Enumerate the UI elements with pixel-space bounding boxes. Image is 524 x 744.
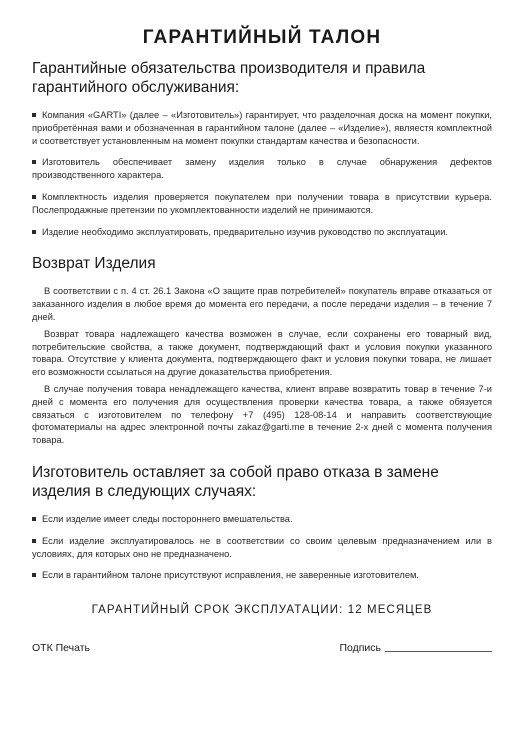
- section-heading-refusal: Изготовитель оставляет за собой право отказа в замене изделия в следующих случаях:: [32, 463, 439, 500]
- section-heading-obligations: Гарантийные обязательства производителя и правила гарантийного обслуживания:: [32, 60, 426, 96]
- list-item: Компания «GARTI» (далее – «Изготовитель») гарантирует, что разделочная доска на момент покупки, приобретённая вами и обозначенная в гарантийном талоне (далее – «Изделие»), являестя комплектной и соответствует установленным на момент покупки стандартам качества и безопасности.: [32, 110, 492, 146]
- page-title: ГАРАНТИЙНЫЙ ТАЛОН: [142, 27, 382, 48]
- list-item: Если в гарантийном талоне присутствуют исправления, не заверенные изготовителем.: [32, 569, 492, 582]
- signature-field: [339, 642, 492, 654]
- signature-line: [385, 650, 492, 652]
- stamp-label: ОТК Печать: [32, 642, 91, 655]
- list-item: Изделие необходимо эксплуатировать, предварительно изучив руководство по эксплуатации.: [32, 226, 492, 239]
- signature-row: [32, 642, 492, 654]
- section-heading-return: Возврат Изделия: [32, 255, 156, 273]
- list-item: Если изделие эксплуатировалось не в соответствии со своим целевым предназначением или в условиях, для которых оно не предназначено.: [32, 535, 492, 559]
- list-item: Если изделие имеет следы постороннего вмешательства.: [32, 513, 492, 526]
- list-item: Комплектность изделия проверяется покупателем при получении товара в присутствии курьера. Послепродажные претензии по укомплектованности изделий не принимаются.: [32, 191, 492, 215]
- list-item: Изготовитель обеспечивает замену изделия только в случае обнаружения дефектов производственного характера.: [32, 157, 492, 181]
- paragraph: В случае получения товара ненадлежащего качества, клиент вправе возвратить товар в течение 7-и дней с момента его получения для осуществления проверки качества товара, а также обязуется связаться с изготовителем по телефону +7 (495) 128-08-14 и направить соответствующие фотоматериалы на адрес электронной почты zakaz@garti.me в течение 2-х дней с момента получения товара.: [32, 383, 492, 446]
- warranty-period: ГАРАНТИЙНЫЙ СРОК ЭКСПЛУАТАЦИИ: 12 МЕСЯЦЕВ: [91, 604, 433, 617]
- paragraph: В соответствии с п. 4 ст. 26.1 Закона «О защите прав потребителей» покупатель вправе отказаться от заказанного изделия в любое время до момента его передачи, а после передачи изделия – в течение 7 дней.: [32, 286, 492, 322]
- signature-label: Подпись: [339, 642, 381, 655]
- paragraph: Возврат товара надлежащего качества возможен в случае, если сохранены его товарный вид, потребительские свойства, а также документ, подтверждающий факт и условия покупки указанного товара. Отсутствие у клиента документа, подтверждающего факт и условия покупки товара, не лишает его возможности ссылаться на другие доказательства приобретения.: [32, 328, 492, 378]
